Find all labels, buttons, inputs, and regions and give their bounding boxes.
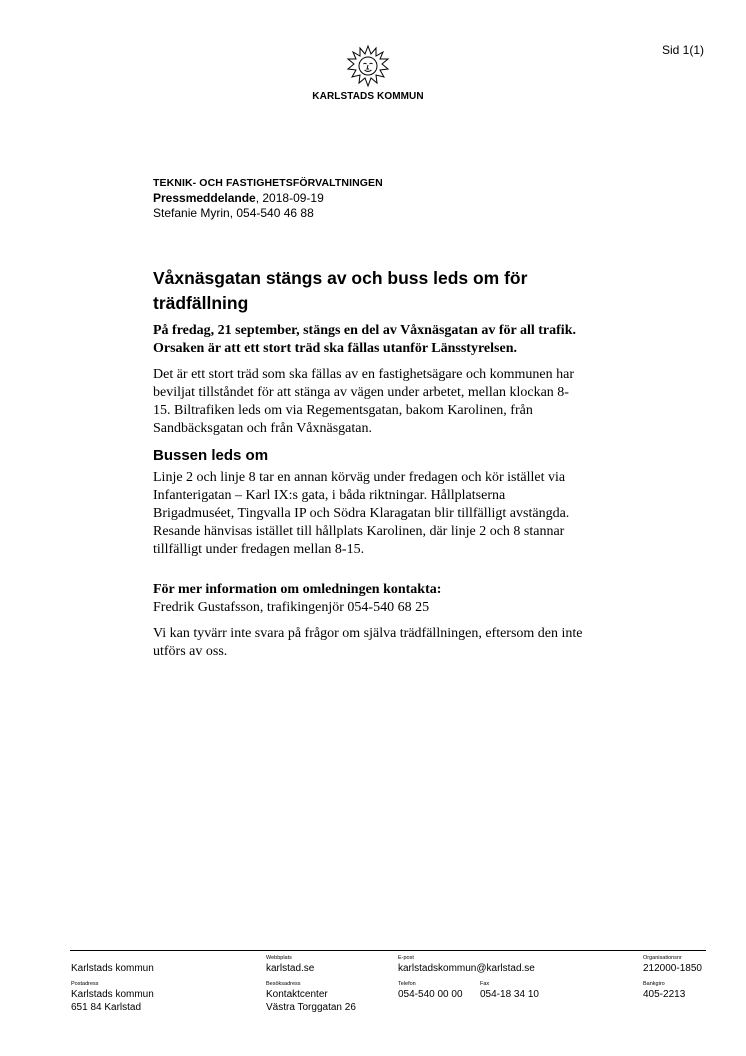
footer-fax-label: Fax — [480, 981, 490, 987]
title-line-2: trädfällning — [153, 293, 249, 313]
closing-line: Vi kan tyvärr inte svara på frågor om själva trädfällningen, eftersom den inte — [153, 626, 583, 641]
body-paragraph-1 — [153, 366, 623, 438]
lead-line-2: Orsaken är att ett stort träd ska fällas utanför Länsstyrelsen. — [153, 341, 517, 356]
footer-visit-label: Besöksadress — [266, 981, 301, 987]
footer-postal-line-1: Karlstads kommun — [71, 989, 154, 1000]
footer-divider — [70, 950, 706, 951]
body-paragraph-2 — [153, 469, 623, 559]
footer-email-label: E-post — [398, 955, 414, 961]
footer-phone-label: Telefon — [398, 981, 416, 987]
footer-giro-label: Bankgiro — [643, 981, 665, 987]
footer-phone-value: 054-540 00 00 — [398, 989, 463, 1000]
doc-type: Pressmeddelande — [153, 191, 256, 205]
footer-postal-label: Postadress — [71, 981, 99, 987]
meta-contact: Stefanie Myrin, 054-540 46 88 — [153, 206, 314, 220]
article-body — [153, 266, 623, 669]
lead-line-1: På fredag, 21 september, stängs en del av Våxnäsgatan av för all trafik. — [153, 323, 576, 338]
subheading: Bussen leds om — [153, 447, 269, 464]
closing-paragraph — [153, 625, 623, 661]
body2-line: Linje 2 och linje 8 tar en annan körväg under fredagen och kör istället via — [153, 470, 566, 485]
doc-type-line — [153, 191, 383, 206]
lead-paragraph — [153, 322, 623, 358]
footer-web-link[interactable]: karlstad.se — [266, 963, 315, 974]
footer-org-name: Karlstads kommun — [71, 963, 154, 974]
footer-postal-line-2: 651 84 Karlstad — [71, 1002, 142, 1013]
body2-line: tillfälligt under fredagen mellan 8-15. — [153, 542, 365, 557]
footer-email-link[interactable]: karlstadskommun@karlstad.se — [398, 963, 535, 974]
body2-line: Infanterigatan – Karl IX:s gata, i båda riktningar. Hållplatserna — [153, 488, 506, 503]
footer-fax-value: 054-18 34 10 — [480, 989, 539, 1000]
footer-orgnr-value: 212000-1850 — [643, 963, 702, 974]
closing-line: utförs av oss. — [153, 644, 228, 659]
body2-line: Brigadmuséet, Tingvalla IP och Södra Klaragatan blir tillfälligt avstängda. — [153, 506, 570, 521]
page-number: Sid 1(1) — [661, 43, 704, 57]
sun-emblem-icon — [346, 44, 390, 88]
body1-line: 15. Biltrafiken leds om via Regementsgatan, bakom Karolinen, från — [153, 403, 533, 418]
logo-name: KARLSTADS KOMMUN — [312, 91, 424, 102]
footer-web-label: Webbplats — [266, 955, 292, 961]
contact-person: Fredrik Gustafsson, trafikingenjör 054-540 68 25 — [153, 600, 430, 615]
body2-line: Resande hänvisas istället till hållplats Karolinen, där linje 2 och 8 stannar — [153, 524, 565, 539]
doc-date: , 2018-09-19 — [255, 191, 324, 205]
document-meta — [153, 176, 383, 221]
department-name: TEKNIK- OCH FASTIGHETSFÖRVALTNINGEN — [153, 177, 383, 189]
body1-line: Det är ett stort träd som ska fällas av en fastighetsägare och kommunen har — [153, 367, 575, 382]
title-line-1: Våxnäsgatan stängs av och buss leds om för — [153, 268, 528, 288]
footer-giro-value: 405-2213 — [643, 989, 686, 1000]
municipality-logo — [304, 44, 432, 102]
contact-heading: För mer information om omledningen kontakta: — [153, 582, 442, 597]
footer-orgnr-label: Organisationsnr — [643, 955, 682, 961]
footer-visit-line-2: Västra Torggatan 26 — [266, 1002, 356, 1013]
article-title — [153, 266, 623, 316]
footer-visit-line-1: Kontaktcenter — [266, 989, 328, 1000]
body1-line: beviljat tillståndet för att stänga av vägen under arbetet, mellan klockan 8- — [153, 385, 569, 400]
body1-line: Sandbäcksgatan och från Våxnäsgatan. — [153, 421, 372, 436]
contact-paragraph — [153, 581, 623, 617]
